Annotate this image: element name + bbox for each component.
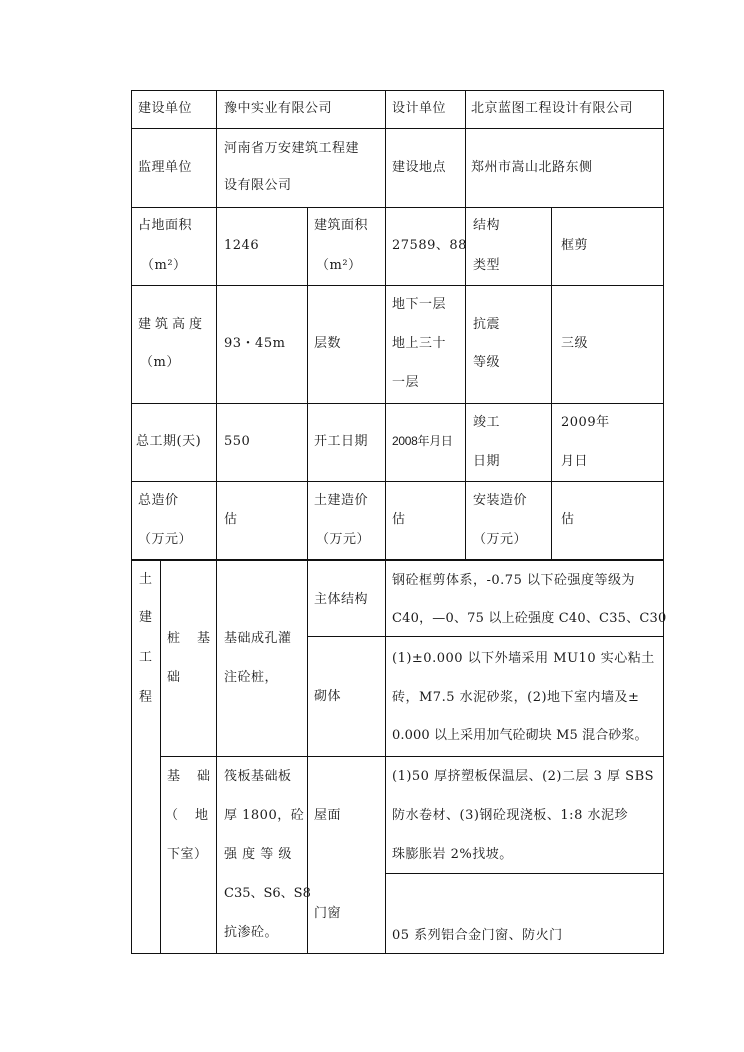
roof-desc-3: 珠膨胀岩 2%找坡。 — [392, 847, 513, 862]
value-supervision-unit-2: 设有限公司 — [224, 178, 292, 193]
label-install-cost: 安装造价 — [473, 493, 528, 508]
label-design-unit: 设计单位 — [392, 101, 447, 116]
rule — [131, 90, 132, 560]
value-supervision-unit-1: 河南省万安建筑工程建 — [224, 141, 360, 156]
value-completion-2: 月日 — [561, 454, 589, 469]
pile-desc-1: 基础成孔灌 — [224, 631, 292, 646]
rule — [160, 756, 664, 757]
value-completion-1: 2009年 — [561, 415, 610, 430]
civil-title-2: 建 — [139, 610, 153, 625]
rule — [385, 560, 386, 954]
rule — [160, 560, 161, 954]
civil-title-4: 程 — [139, 690, 153, 705]
rule — [131, 285, 664, 286]
base-desc-1: 筏板基础板 — [224, 769, 292, 784]
value-seismic: 三级 — [561, 336, 589, 351]
value-total-cost: 估 — [224, 512, 238, 527]
label-land-area-unit: （m²） — [141, 258, 187, 273]
rule — [131, 560, 132, 954]
value-building-height: 93・45m — [224, 336, 286, 351]
base-label-2: （ 地 — [165, 808, 211, 823]
label-site: 建设地点 — [392, 160, 447, 175]
rule — [131, 403, 664, 404]
value-start-date: 2008年月日 — [392, 434, 453, 448]
value-design-unit: 北京蓝图工程设计有限公司 — [471, 101, 634, 116]
label-seismic-1: 抗震 — [473, 317, 501, 332]
label-building-area: 建筑面积 — [314, 218, 369, 233]
label-roof: 屋面 — [314, 808, 342, 823]
main-structure-desc-1: 钢砼框剪体系，-0.75 以下砼强度等级为 — [392, 573, 635, 588]
value-land-area: 1246 — [224, 238, 260, 253]
rule — [131, 953, 664, 954]
rule — [131, 481, 664, 482]
masonry-desc-1: (1)±0.000 以下外墙采用 MU10 实心粘土 — [392, 651, 655, 666]
label-total-duration: 总工期(天) — [136, 434, 202, 449]
value-floors-3: 一层 — [392, 375, 420, 390]
civil-title-3: 工 — [139, 650, 153, 665]
masonry-desc-3: 0.000 以上采用加气砼砌块 M5 混合砂浆。 — [392, 728, 648, 743]
base-label-1: 基 础 — [167, 769, 213, 784]
value-total-duration: 550 — [224, 434, 251, 449]
doors-windows-desc: 05 系列铝合金门窗、防火门 — [392, 928, 563, 943]
base-desc-2: 厚 1800，砼 — [224, 808, 305, 823]
label-building-area-unit: （m²） — [316, 258, 362, 273]
label-masonry: 砌体 — [314, 689, 342, 704]
label-building-height: 建筑高度 — [138, 317, 207, 332]
rule — [131, 559, 664, 561]
label-seismic-2: 等级 — [473, 355, 501, 370]
value-structure-type: 框剪 — [561, 238, 589, 253]
rule — [131, 207, 664, 208]
rule — [131, 128, 664, 129]
rule — [551, 207, 552, 560]
label-construction-unit: 建设单位 — [138, 101, 193, 116]
label-floors: 层数 — [314, 336, 342, 351]
rule — [307, 636, 664, 637]
masonry-desc-2: 砖，M7.5 水泥砂浆，(2)地下室内墙及± — [392, 690, 640, 705]
base-desc-3: 强 度 等 级 — [224, 847, 292, 862]
value-floors-1: 地下一层 — [392, 297, 447, 312]
rule — [465, 90, 466, 560]
label-total-cost-unit: （万元） — [138, 532, 193, 547]
main-structure-desc-2: C40，—0、75 以上砼强度 C40、C35、C30 — [392, 611, 667, 626]
label-supervision-unit: 监理单位 — [138, 160, 193, 175]
base-label-3: 下室） — [167, 847, 208, 862]
label-civil-cost-unit: （万元） — [316, 532, 371, 547]
label-structure-type-2: 类型 — [473, 258, 501, 273]
pile-desc-2: 注砼桩， — [224, 670, 279, 685]
label-civil-cost: 土建造价 — [314, 493, 369, 508]
rule — [663, 90, 664, 560]
label-structure-type-1: 结构 — [473, 218, 501, 233]
base-desc-5: 抗渗砼。 — [224, 925, 279, 940]
civil-title-1: 土 — [139, 572, 153, 587]
roof-desc-1: (1)50 厚挤塑板保温层、(2)二层 3 厚 SBS — [392, 769, 655, 784]
base-desc-4: C35、S6、S8 — [224, 886, 311, 901]
roof-desc-2: 防水卷材、(3)钢砼现浇板、1:8 水泥珍 — [392, 808, 628, 823]
label-install-cost-unit: （万元） — [473, 532, 528, 547]
value-site: 郑州市嵩山北路东侧 — [471, 160, 593, 175]
label-main-structure: 主体结构 — [314, 592, 369, 607]
label-total-cost: 总造价 — [138, 493, 179, 508]
rule — [131, 90, 664, 91]
label-land-area: 占地面积 — [138, 218, 193, 233]
pile-label-2: 础 — [167, 670, 181, 685]
rule — [307, 207, 308, 560]
pile-label-1: 桩 基 — [167, 631, 213, 646]
label-completion-2: 日期 — [473, 454, 501, 469]
rule — [216, 560, 217, 954]
label-building-height-unit: （m） — [140, 355, 180, 370]
label-start-date: 开工日期 — [314, 434, 369, 449]
value-construction-unit: 豫中实业有限公司 — [224, 101, 333, 116]
label-completion-1: 竣工 — [473, 415, 501, 430]
rule — [216, 90, 217, 560]
label-doors-windows: 门窗 — [314, 906, 342, 921]
value-install-cost: 估 — [561, 512, 575, 527]
value-building-area: 27589、88 — [392, 238, 467, 253]
rule — [385, 90, 386, 560]
value-floors-2: 地上三十 — [392, 336, 447, 351]
rule — [385, 873, 664, 874]
value-civil-cost: 估 — [392, 512, 406, 527]
